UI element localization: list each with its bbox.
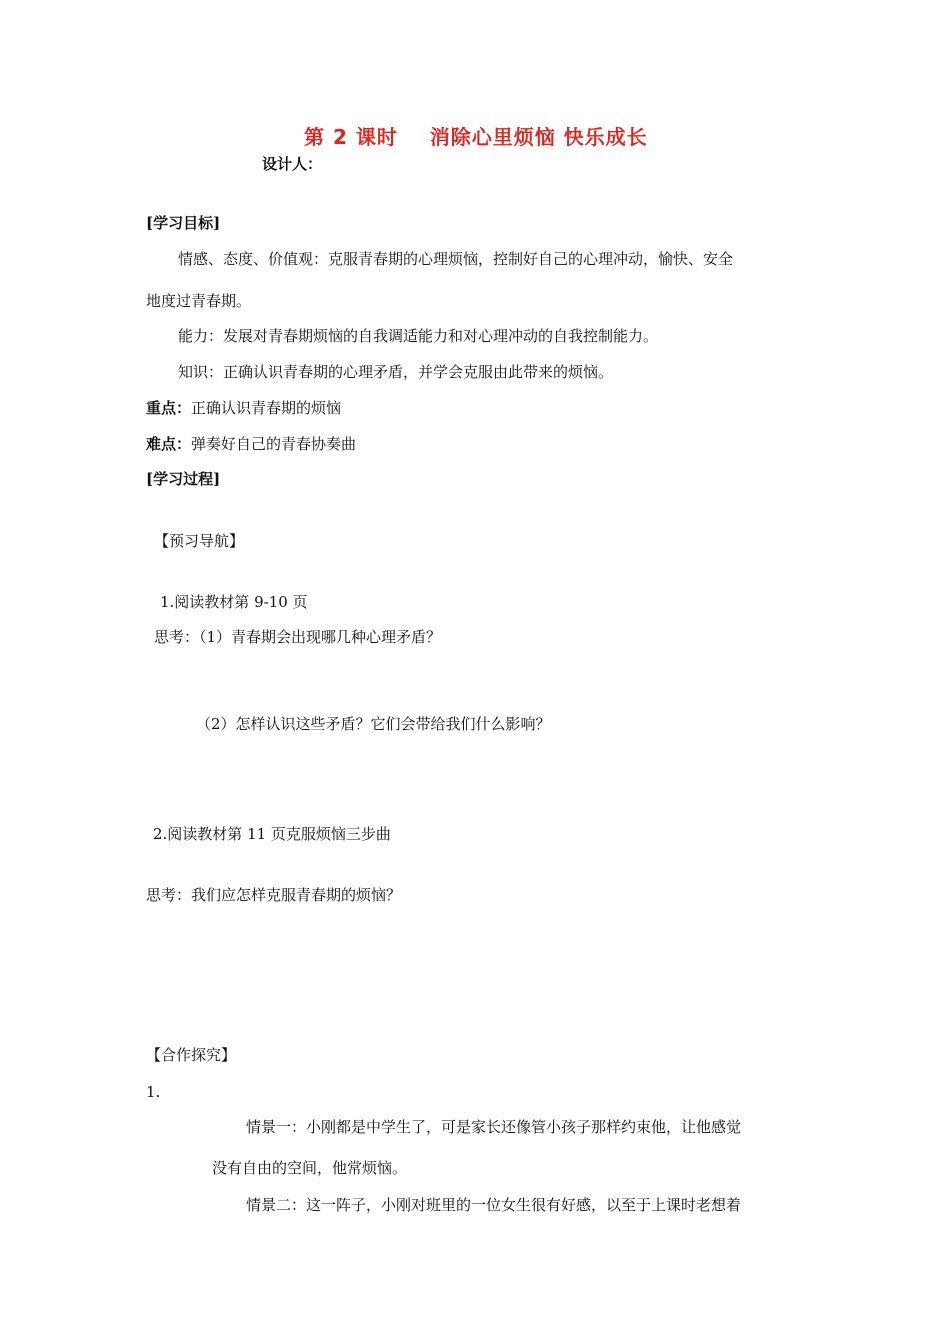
difficulty-point [146,434,356,454]
objective-emotion-line1: 情感、态度、价值观：克服青春期的心理烦恼，控制好自己的心理冲动，愉快、安全 [178,250,734,268]
question-3: 思考：我们应怎样克服青春期的烦恼？ [146,886,402,904]
question-1: 思考：（1）青春期会出现哪几种心理矛盾？ [154,628,442,646]
preview-heading: 【预习导航】 [154,532,245,550]
key-point [146,398,341,418]
cooperate-number: 1. [146,1083,161,1101]
key-point-text: 正确认识青春期的烦恼 [191,399,342,417]
lesson-heading: 消除心里烦恼 快乐成长 [429,125,648,149]
scene1-line1: 情景一：小刚都是中学生了，可是家长还像管小孩子那样约束他，让他感觉 [246,1118,742,1136]
objective-ability: 能力：发展对青春期烦恼的自我调适能力和对心理冲动的自我控制能力。 [178,327,659,345]
preview-item-1: 1.阅读教材第 9-10 页 [160,593,308,611]
designer-label: 设计人： [262,155,323,173]
preview-item-2: 2.阅读教材第 11 页克服烦恼三步曲 [153,825,391,843]
key-point-label: 重点： [146,399,192,417]
question-2: （2）怎样认识这些矛盾？它们会带给我们什么影响？ [196,715,551,733]
difficulty-text: 弹奏好自己的青春协奏曲 [191,435,357,453]
process-heading: [学习过程] [146,470,221,488]
objective-knowledge: 知识：正确认识青春期的心理矛盾，并学会克服由此带来的烦恼。 [178,363,614,381]
lesson-number: 第 2 课时 [304,125,398,149]
difficulty-label: 难点： [146,435,192,453]
scene1-line2: 没有自由的空间，他常烦恼。 [212,1159,408,1177]
lesson-title [304,124,648,150]
scene2-line1: 情景二：这一阵子，小刚对班里的一位女生很有好感，以至于上课时老想着 [246,1196,742,1214]
cooperate-heading: 【合作探究】 [146,1046,237,1064]
objectives-heading: [学习目标] [146,214,221,232]
objective-emotion-line2: 地度过青春期。 [146,292,252,310]
